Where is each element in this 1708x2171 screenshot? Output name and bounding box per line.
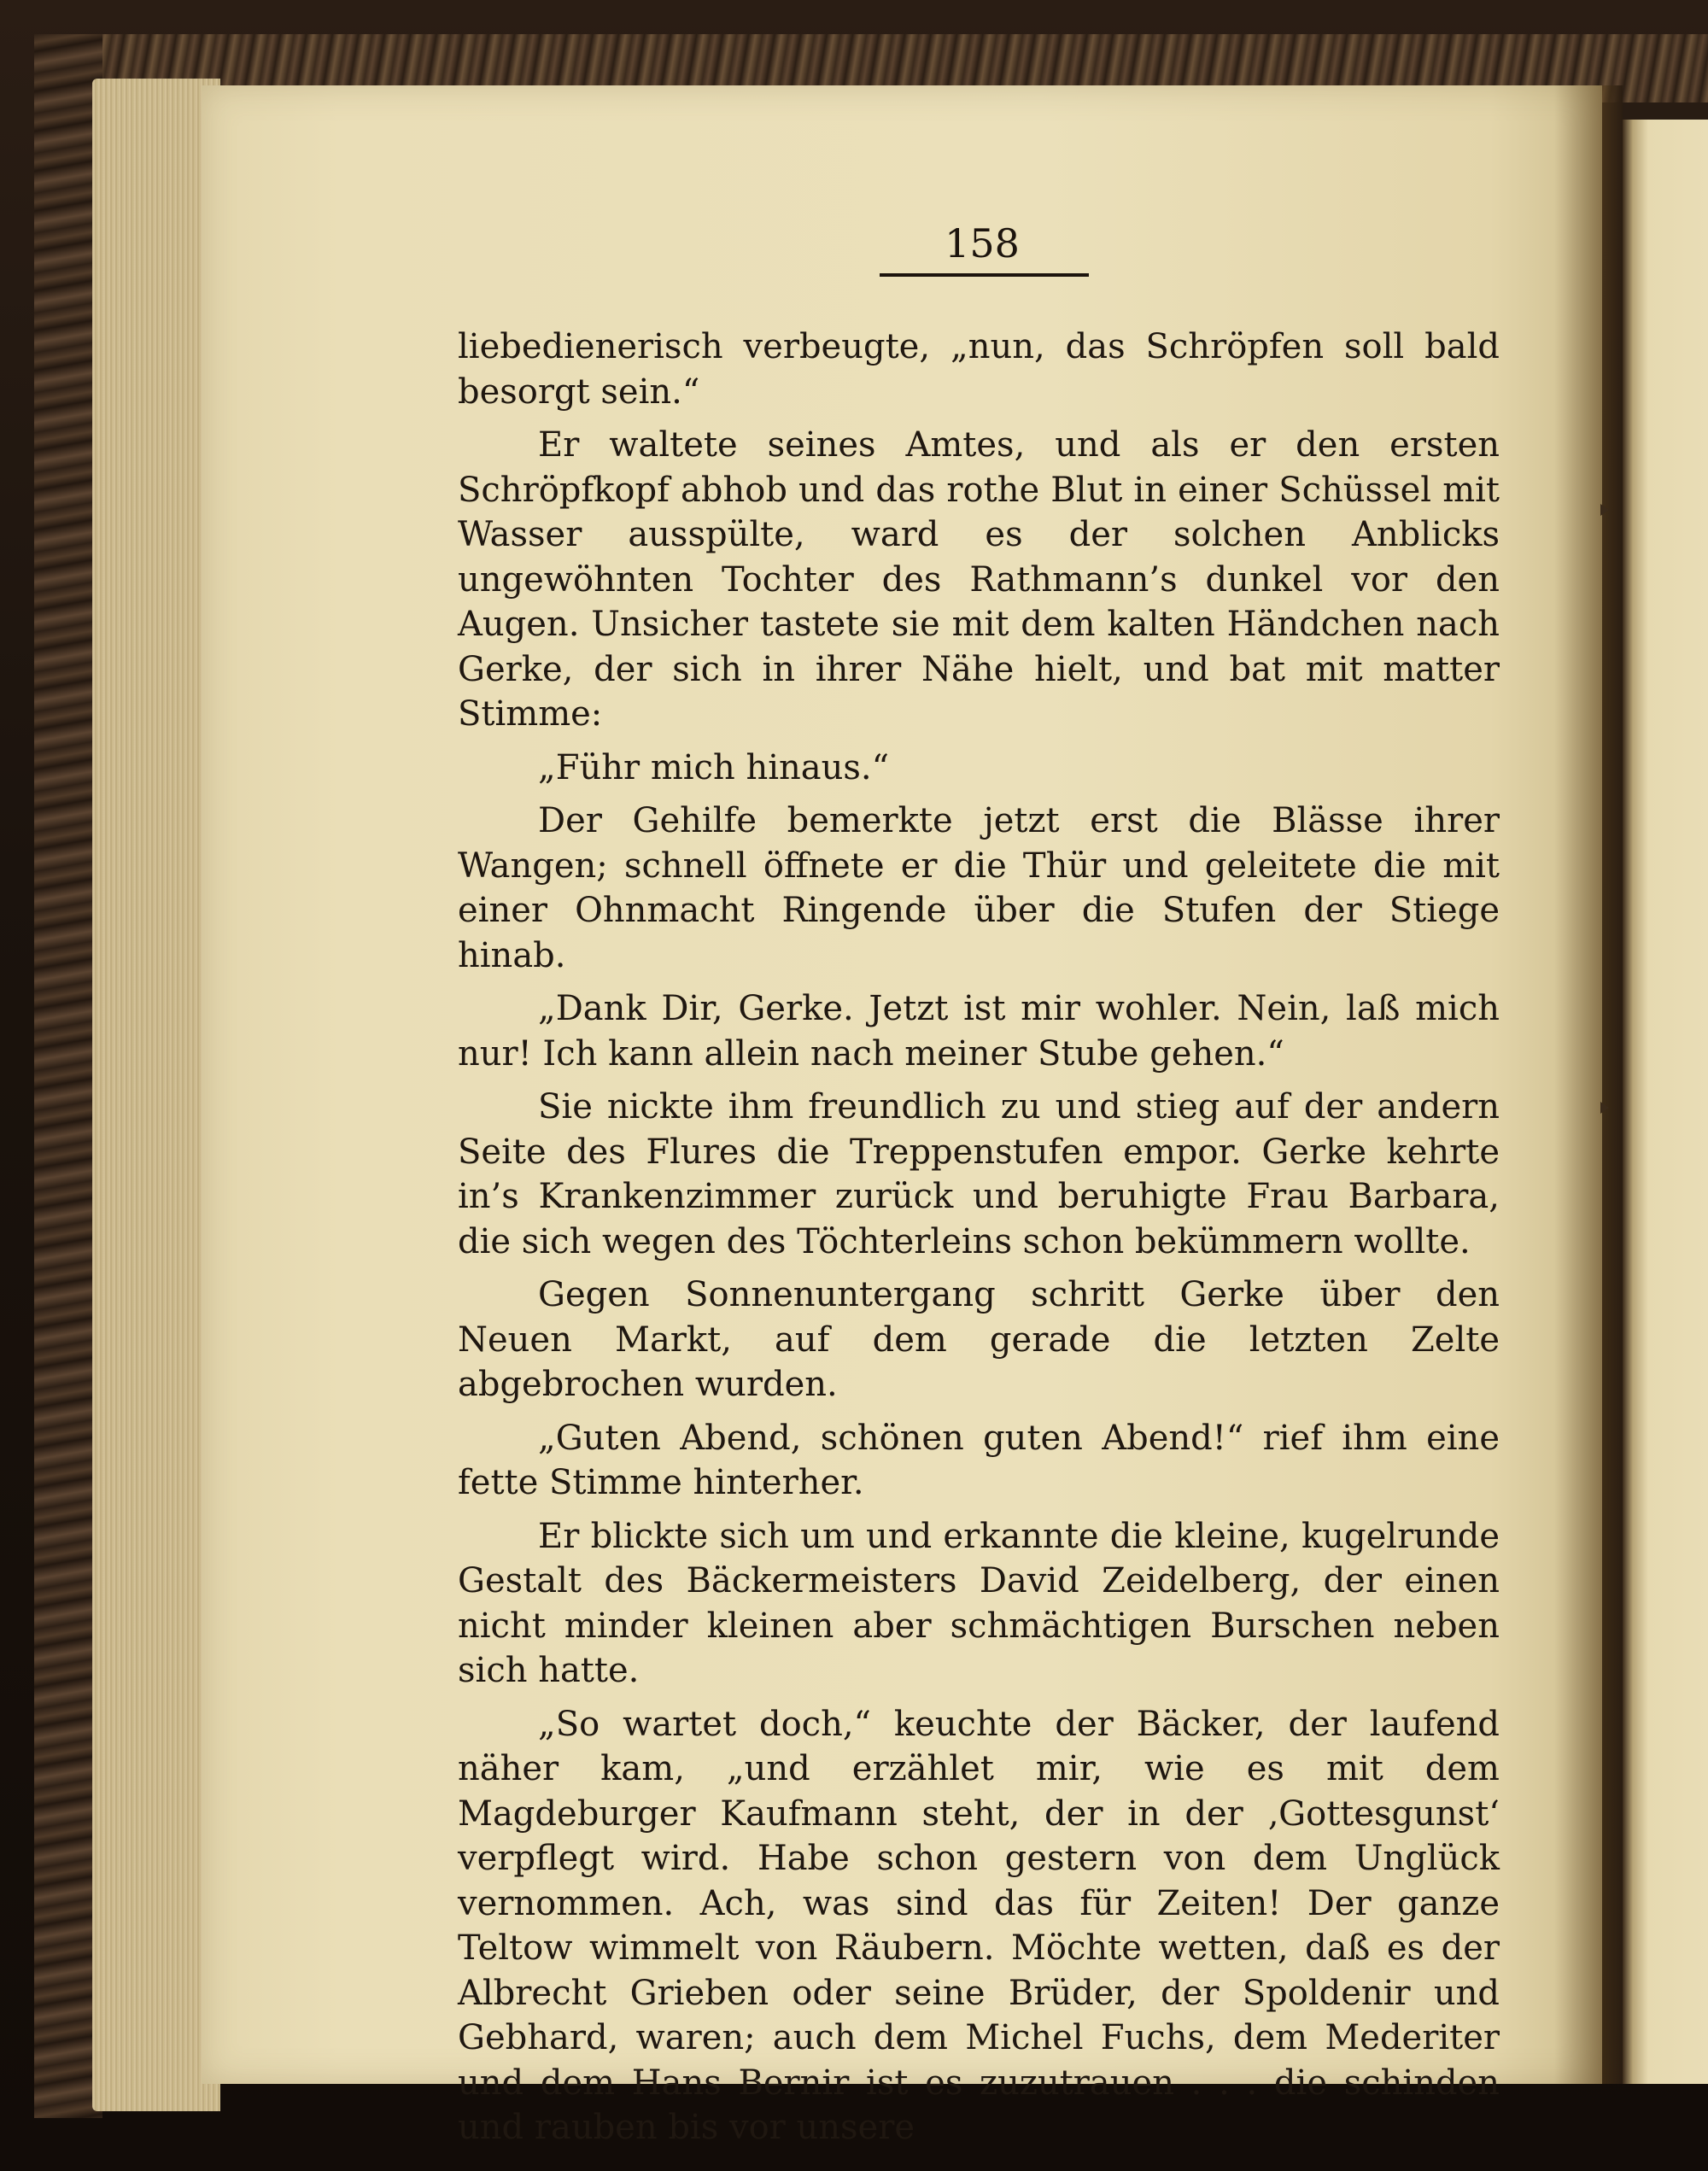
page-gutter-shadow <box>1554 85 1623 2084</box>
paragraph: liebedienerisch verbeugte, „nun, das Schröpfen soll bald besorgt sein.“ <box>458 327 1500 412</box>
paragraph: Er blickte sich um und erkannte die kleine, kugelrunde Gestalt des Bäckermeisters David Zeidelberg, der einen nicht minder kleinen aber schmächtigen Burschen neben sich hatte. <box>458 1516 1500 1690</box>
facing-page-mark <box>1600 1102 1609 1114</box>
paragraph: „Dank Dir, Gerke. Jetzt ist mir wohler. Nein, laß mich nur! Ich kann allein nach meiner Stube gehen.“ <box>458 989 1500 1074</box>
paragraph: Der Gehilfe bemerkte jetzt erst die Blässe ihrer Wangen; schnell öffnete er die Thür und geleitete die mit einer Ohnmacht Ringende über die Stufen der Stiege hinab. <box>458 801 1500 975</box>
page-number: 158 <box>945 220 1020 266</box>
paragraph: „Führ mich hinaus.“ <box>538 747 890 787</box>
paragraph: „Guten Abend, schönen guten Abend!“ rief ihm eine fette Stimme hinterher. <box>458 1418 1500 1502</box>
paragraph: Gegen Sonnenuntergang schritt Gerke über den Neuen Markt, auf dem gerade die letzten Zelte abgebrochen wurden. <box>458 1275 1500 1404</box>
page-number-rule <box>880 273 1089 277</box>
paragraph: Er waltete seines Amtes, und als er den ersten Schröpfkopf abhob und das rothe Blut in einer Schüssel mit Wasser ausspülte, ward es der solchen Anblicks ungewöhnten Tochter des Rathmann’s dunkel vor den Augen. Unsicher tastete sie mit dem kalten Händchen nach Gerke, der sich in ihrer Nähe hielt, und bat mit matter Stimme: <box>458 425 1500 734</box>
facing-page-mark <box>1600 504 1609 516</box>
paragraph: Sie nickte ihm freundlich zu und stieg auf der andern Seite des Flures die Treppenstufen empor. Gerke kehrte in’s Krankenzimmer zurück und beruhigte Frau Barbara, die sich wegen des Töchterleins schon bekümmern wollte. <box>458 1087 1500 1261</box>
paragraph: „So wartet doch,“ keuchte der Bäcker, der laufend näher kam, „und erzählet mir, wie es mit dem Magdeburger Kaufmann steht, der in der ‚Gottesgunst‘ verpflegt wird. Habe schon gestern von dem Unglück vernommen. Ach, was sind das für Zeiten! Der ganze Teltow wimmelt von Räubern. Möchte wetten, daß es der Albrecht Grieben oder seine Brüder, der Spoldenir und Gebhard, waren; auch dem Michel Fuchs, dem Mederiter und dem Hans Bernir ist es zuzutrauen . . . die schinden und rauben bis vor unsere <box>458 1704 1500 2147</box>
facing-page <box>1623 120 1708 2084</box>
text-block <box>458 325 1500 2151</box>
